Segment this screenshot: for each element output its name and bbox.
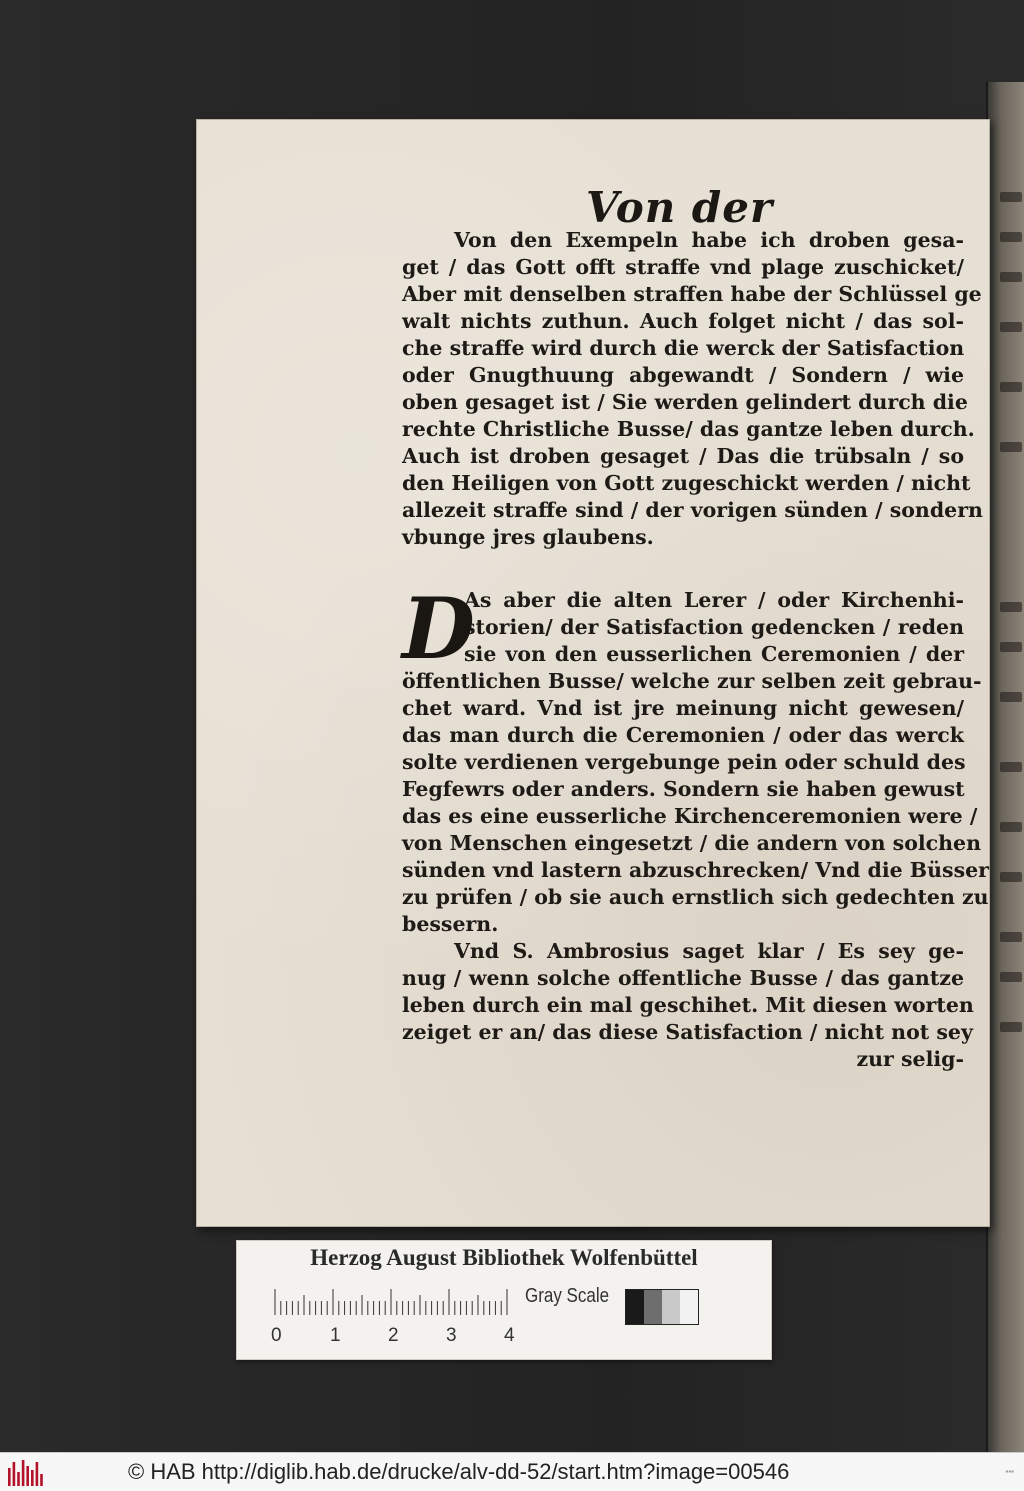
text-line: sünden vnd lastern abzuschrecken/ Vnd die Büsser — [402, 858, 989, 882]
text-line: chet ward. Vnd ist jre meinung nicht gewesen/ — [402, 696, 964, 720]
text-line: solte verdienen vergebunge pein oder schuld des — [402, 750, 966, 774]
book-page — [196, 119, 990, 1227]
text-line: nug / wenn solche offentliche Busse / das gantze — [402, 966, 964, 990]
text-line: oder Gnugthuung abgewandt / Sondern / wie — [402, 363, 964, 387]
text-line: Aber mit denselben straffen habe der Schlüssel ge — [402, 282, 982, 306]
footer-bar — [0, 1452, 1024, 1491]
copyright-url[interactable]: © HAB http://diglib.hab.de/drucke/alv-dd-52/start.htm?image=00546 — [128, 1459, 790, 1484]
gray-scale-patches — [625, 1289, 699, 1325]
text-line: vbunge jres glaubens. — [402, 525, 654, 549]
drop-capital: D — [402, 579, 475, 678]
color-scale-bar — [236, 1240, 772, 1360]
catchword: zur selig- — [856, 1047, 964, 1071]
ruler-label: 2 — [388, 1325, 399, 1346]
text-line: allezeit straffe sind / der vorigen sünden / sondern — [402, 498, 983, 522]
text-line: zeiget er an/ das diese Satisfaction / nicht not sey — [402, 1020, 973, 1044]
logo-bar — [40, 1474, 43, 1486]
ruler-label: 4 — [504, 1325, 515, 1346]
text-line: Fegfewrs oder anders. Sondern sie haben gewust — [402, 777, 965, 801]
text-line: öffentlichen Busse/ welche zur selben zeit gebrau- — [402, 669, 982, 693]
logo-bar — [22, 1460, 25, 1486]
text-line: bessern. — [402, 912, 499, 936]
page-heading: Von der — [586, 183, 774, 232]
logo-bar — [31, 1470, 34, 1486]
gray-patch — [626, 1290, 644, 1324]
text-line: As aber die alten Lerer / oder Kirchenhi- — [464, 588, 964, 612]
gray-patch — [644, 1290, 662, 1324]
library-name: Herzog August Bibliothek Wolfenbüttel — [310, 1245, 698, 1270]
text-line: che straffe wird durch die werck der Satisfaction — [402, 336, 965, 360]
text-line: das man durch die Ceremonien / oder das werck — [402, 723, 964, 747]
logo-bar — [13, 1462, 16, 1486]
text-line: oben gesaget ist / Sie werden gelindert durch die — [402, 390, 968, 414]
paragraph-1 — [402, 227, 983, 551]
text-line: walt nichts zuthun. Auch folget nicht / das sol- — [402, 309, 964, 333]
logo-bar — [8, 1468, 11, 1486]
logo-bar — [26, 1466, 29, 1486]
logo-bar — [17, 1472, 20, 1486]
gray-patch — [662, 1290, 680, 1324]
gray-patch — [680, 1290, 698, 1324]
text-line: rechte Christliche Busse/ das gantze leben durch. — [402, 417, 975, 441]
text-line: das es eine eusserliche Kirchenceremonien were / — [402, 804, 978, 828]
paragraph-2 — [402, 579, 989, 1073]
text-line: Auch ist droben gesaget / Das die trübsaln / so — [402, 444, 964, 468]
text-line: get / das Gott offt straffe vnd plage zuschicket/ — [402, 255, 964, 279]
hab-logo-icon — [6, 1459, 46, 1487]
ruler-label: 0 — [271, 1325, 282, 1346]
facing-page-edge — [986, 82, 1024, 1452]
text-line: storien/ der Satisfaction gedencken / reden — [464, 615, 964, 639]
text-line: Vnd S. Ambrosius saget klar / Es sey ge- — [454, 939, 964, 963]
ruler-ticks — [273, 1289, 513, 1315]
ruler-label: 3 — [446, 1325, 457, 1346]
ruler-labels — [267, 1325, 527, 1349]
ruler-label: 1 — [330, 1325, 341, 1346]
text-line: sie von den eusserlichen Ceremonien / der — [464, 642, 964, 666]
text-line: von Menschen eingesetzt / die andern von solchen — [402, 831, 981, 855]
text-line: Von den Exempeln habe ich droben gesa- — [454, 228, 964, 252]
logo-bar — [36, 1462, 39, 1486]
text-line: zu prüfen / ob sie auch ernstlich sich gedechten zu — [402, 885, 989, 909]
footer-corner-mark: ▪▪▪ — [1005, 1467, 1014, 1476]
text-line: den Heiligen von Gott zugeschickt werden / nicht — [402, 471, 971, 495]
text-line: leben durch ein mal geschihet. Mit diesen worten — [402, 993, 974, 1017]
gray-scale-label: Gray Scale — [525, 1285, 610, 1307]
